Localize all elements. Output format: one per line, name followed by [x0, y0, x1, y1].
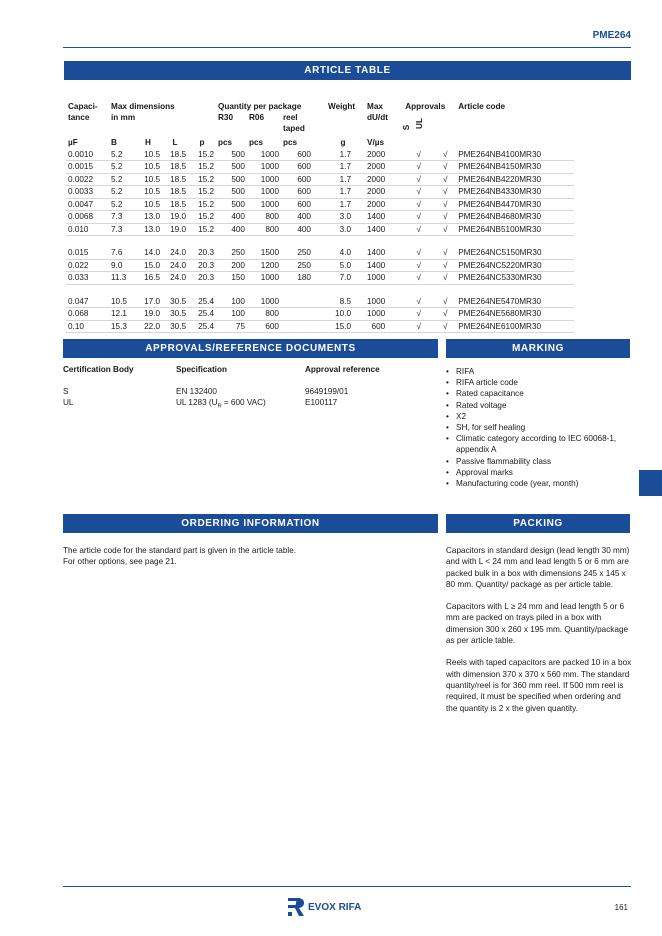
cell-b: 5.2: [109, 186, 134, 199]
cell-qty-r30: 100: [216, 308, 247, 321]
cell-article-code: PME264NB5100MR30: [456, 223, 574, 236]
cell-h: 15.0: [134, 259, 162, 272]
cell-p: 20.3: [188, 272, 216, 285]
cell-qty-r06: 1000: [247, 296, 281, 308]
cell-qty-r30: 75: [216, 320, 247, 333]
approvals-title: APPROVALS/REFERENCE DOCUMENTS: [63, 339, 438, 358]
header-quantity: Quantity per package R30 R06 reel taped: [218, 102, 305, 133]
cell-approval-ul: √: [434, 173, 456, 186]
cell-approval-s: √: [403, 186, 434, 199]
cell-approval-ul: √: [434, 223, 456, 236]
cell-article-code: PME264NC5150MR30: [456, 247, 574, 259]
cell-approval-ul: √: [434, 211, 456, 224]
cell-weight: 5.0: [321, 259, 365, 272]
cell-capacitance: 0.0022: [66, 173, 109, 186]
cell-qty-r06: 800: [247, 211, 281, 224]
cell-l: 18.5: [162, 186, 188, 199]
cell-article-code: PME264NE6100MR30: [456, 320, 574, 333]
cell-qty-r30: 150: [216, 272, 247, 285]
cell-capacitance: 0.068: [66, 308, 109, 321]
cell-capacitance: 0.033: [66, 272, 109, 285]
cell-qty-r06: 1000: [247, 173, 281, 186]
cell-qty-reel: 600: [281, 161, 321, 174]
cell-p: 15.2: [188, 173, 216, 186]
cell-approval-ul: √: [434, 161, 456, 174]
cell-h: 16.5: [134, 272, 162, 285]
cell-article-code: PME264NE5470MR30: [456, 296, 574, 308]
cell-approval-ul: √: [434, 296, 456, 308]
cell-qty-r30: 500: [216, 198, 247, 211]
cell-qty-r06: 600: [247, 320, 281, 333]
cell-approval-ul: √: [434, 149, 456, 161]
header-capacitance: Capaci- tance: [68, 102, 98, 122]
col-specification: Specification: [176, 365, 227, 374]
cell-article-code: PME264NC5330MR30: [456, 272, 574, 285]
cell-qty-r06: 1000: [247, 161, 281, 174]
approval-row-s-spec: EN 132400: [176, 387, 217, 396]
cell-weight: 8.5: [321, 296, 365, 308]
cell-b: 12.1: [109, 308, 134, 321]
cell-qty-r06: 1000: [247, 272, 281, 285]
approval-row-ul-spec: UL 1283 ($U_R = 600$ VAC): [176, 398, 266, 410]
group-spacer: [66, 284, 574, 296]
cell-capacitance: 0.015: [66, 247, 109, 259]
cell-capacitance: 0.010: [66, 223, 109, 236]
cell-approval-ul: √: [434, 247, 456, 259]
cell-approval-ul: √: [434, 186, 456, 199]
cell-b: 11.3: [109, 272, 134, 285]
cell-weight: 1.7: [321, 186, 365, 199]
header-rule: [63, 47, 631, 48]
cell-b: 9.0: [109, 259, 134, 272]
cell-approval-s: √: [403, 308, 434, 321]
cell-qty-r30: 500: [216, 161, 247, 174]
cell-article-code: PME264NB4150MR30: [456, 161, 574, 174]
cell-approval-s: √: [403, 223, 434, 236]
cell-article-code: PME264NB4100MR30: [456, 149, 574, 161]
cell-dudt: 1000: [365, 272, 403, 285]
cell-l: 18.5: [162, 149, 188, 161]
cell-p: 15.2: [188, 149, 216, 161]
article-table-title: ARTICLE TABLE: [64, 61, 631, 80]
cell-h: 10.5: [134, 161, 162, 174]
cell-approval-s: √: [403, 211, 434, 224]
group-spacer: [66, 236, 574, 248]
cell-qty-reel: 250: [281, 247, 321, 259]
approval-row-s-ref: 9649199/01: [305, 387, 349, 396]
cell-capacitance: 0.047: [66, 296, 109, 308]
cell-l: 18.5: [162, 173, 188, 186]
cell-l: 24.0: [162, 272, 188, 285]
cell-b: 5.2: [109, 198, 134, 211]
cell-weight: 3.0: [321, 211, 365, 224]
approval-row-ul-ref: E100117: [305, 398, 338, 407]
marking-item: • X2: [446, 411, 626, 422]
table-row: [66, 149, 574, 161]
packing-title: PACKING: [446, 514, 630, 533]
packing-paragraph-2: Capacitors with L ≥ 24 mm and lead length 5 or 6 mm are packed on trays piled in a box with dimension 300 x 260 x 195 mm. Quantity/package as per article table.: [446, 602, 629, 646]
cell-dudt: 1400: [365, 223, 403, 236]
cell-approval-ul: √: [434, 308, 456, 321]
header-dimensions: Max dimensions in mm: [111, 102, 175, 122]
cell-approval-s: √: [403, 320, 434, 333]
cell-qty-reel: 400: [281, 223, 321, 236]
cell-qty-r06: 800: [247, 223, 281, 236]
cell-article-code: PME264NB4220MR30: [456, 173, 574, 186]
table-row: [66, 161, 574, 174]
packing-paragraph-1: Capacitors in standard design (lead length 30 mm) and with L < 24 mm and lead length 5 or 6 mm are packed bulk in a box with dimensions 245 x 145 x 80 mm. Quantity/ package as per article table.: [446, 546, 630, 589]
cell-dudt: 600: [365, 320, 403, 333]
cell-dudt: 1400: [365, 259, 403, 272]
rifa-logo-icon: [288, 898, 304, 916]
cell-article-code: PME264NB4470MR30: [456, 198, 574, 211]
cell-h: 17.0: [134, 296, 162, 308]
article-table: [66, 101, 574, 333]
marking-item: • Manufacturing code (year, month): [446, 478, 626, 489]
cell-qty-reel: [281, 296, 321, 308]
cell-b: 5.2: [109, 149, 134, 161]
cell-approval-ul: √: [434, 320, 456, 333]
cell-h: 10.5: [134, 149, 162, 161]
marking-item: • RIFA: [446, 366, 626, 377]
marking-list: [446, 366, 626, 489]
col-cert-body: Certification Body: [63, 365, 134, 374]
cell-article-code: PME264NB4330MR30: [456, 186, 574, 199]
cell-p: 15.2: [188, 161, 216, 174]
marking-item: • Approval marks: [446, 467, 626, 478]
approval-row-ul-body: UL: [63, 398, 74, 407]
ordering-line-1: The article code for the standard part is given in the article table.: [63, 546, 297, 555]
table-row: [66, 320, 574, 333]
table-row: [66, 259, 574, 272]
marking-item: • SH, for self healing: [446, 422, 626, 433]
cell-dudt: 1400: [365, 211, 403, 224]
cell-p: 25.4: [188, 320, 216, 333]
cell-weight: 1.7: [321, 149, 365, 161]
cell-h: 13.0: [134, 211, 162, 224]
packing-text: [446, 545, 632, 714]
cell-qty-r30: 250: [216, 247, 247, 259]
cell-p: 25.4: [188, 308, 216, 321]
footer-rule: [63, 886, 631, 887]
cell-qty-reel: 600: [281, 173, 321, 186]
table-row: [66, 308, 574, 321]
cell-l: 18.5: [162, 198, 188, 211]
cell-qty-reel: 600: [281, 149, 321, 161]
cell-weight: 10.0: [321, 308, 365, 321]
cell-p: 25.4: [188, 296, 216, 308]
cell-b: 10.5: [109, 296, 134, 308]
table-row: [66, 272, 574, 285]
table-header-row: [66, 101, 574, 137]
cell-approval-s: √: [403, 149, 434, 161]
marking-item: • Rated capacitance: [446, 388, 626, 399]
cell-qty-reel: 600: [281, 186, 321, 199]
cell-p: 15.2: [188, 186, 216, 199]
cell-approval-s: √: [403, 272, 434, 285]
brand-name: EVOX RIFA: [308, 901, 362, 913]
cell-p: 15.2: [188, 198, 216, 211]
cell-l: 24.0: [162, 247, 188, 259]
cell-dudt: 2000: [365, 198, 403, 211]
section-side-tab: [639, 470, 662, 496]
cell-b: 7.3: [109, 211, 134, 224]
cell-dudt: 2000: [365, 149, 403, 161]
approval-row-s-body: S: [63, 387, 69, 396]
cell-h: 14.0: [134, 247, 162, 259]
cell-l: 19.0: [162, 223, 188, 236]
cell-p: 20.3: [188, 259, 216, 272]
cell-l: 19.0: [162, 211, 188, 224]
cell-approval-ul: √: [434, 259, 456, 272]
table-row: [66, 211, 574, 224]
cell-qty-r06: 1000: [247, 186, 281, 199]
document-code: PME264: [592, 30, 631, 41]
cell-weight: 3.0: [321, 223, 365, 236]
table-row: [66, 223, 574, 236]
cell-l: 30.5: [162, 320, 188, 333]
marking-item: • Passive flammability class: [446, 456, 626, 467]
cell-p: 15.2: [188, 223, 216, 236]
approval-s-label: S: [402, 124, 412, 131]
cell-dudt: 2000: [365, 186, 403, 199]
cell-dudt: 1000: [365, 308, 403, 321]
cell-dudt: 1400: [365, 247, 403, 259]
cell-h: 10.5: [134, 173, 162, 186]
cell-h: 10.5: [134, 186, 162, 199]
cell-weight: 7.0: [321, 272, 365, 285]
cell-capacitance: 0.0033: [66, 186, 109, 199]
cell-weight: 1.7: [321, 173, 365, 186]
cell-qty-reel: 180: [281, 272, 321, 285]
header-max-dudt: Max dU/dt: [367, 102, 388, 122]
cell-capacitance: 0.0068: [66, 211, 109, 224]
cell-approval-s: √: [403, 296, 434, 308]
cell-capacitance: 0.0015: [66, 161, 109, 174]
cell-qty-reel: 250: [281, 259, 321, 272]
cell-weight: 1.7: [321, 161, 365, 174]
packing-paragraph-3: Reels with taped capacitors are packed 10 in a box with dimension 370 x 370 x 560 mm. The standard quantity/reel is for 360 mm reel. If 500 mm reel is required, it must be specified when ordering and the quantity is 2 x the given quantity.: [446, 658, 632, 713]
cell-h: 22.0: [134, 320, 162, 333]
ordering-title: ORDERING INFORMATION: [63, 514, 438, 533]
cell-capacitance: 0.0047: [66, 198, 109, 211]
cell-capacitance: 0.10: [66, 320, 109, 333]
table-units-row: µF B H L p pcs pcs pcs g V/µs: [68, 138, 385, 147]
cell-article-code: PME264NE5680MR30: [456, 308, 574, 321]
cell-qty-reel: [281, 320, 321, 333]
cell-weight: 1.7: [321, 198, 365, 211]
cell-b: 7.6: [109, 247, 134, 259]
article-table-body: [66, 149, 574, 333]
cell-qty-r30: 500: [216, 173, 247, 186]
cell-approval-s: √: [403, 173, 434, 186]
cell-capacitance: 0.022: [66, 259, 109, 272]
cell-dudt: 2000: [365, 161, 403, 174]
cell-l: 18.5: [162, 161, 188, 174]
cell-qty-r06: 800: [247, 308, 281, 321]
cell-qty-r30: 200: [216, 259, 247, 272]
marking-item: • RIFA article code: [446, 377, 626, 388]
cell-b: 5.2: [109, 161, 134, 174]
cell-dudt: 1000: [365, 296, 403, 308]
cell-l: 24.0: [162, 259, 188, 272]
cell-l: 30.5: [162, 296, 188, 308]
cell-qty-r06: 1500: [247, 247, 281, 259]
cell-qty-r30: 400: [216, 223, 247, 236]
header-article-code: Article code: [458, 102, 506, 111]
marking-item: • Rated voltage: [446, 400, 626, 411]
cell-approval-s: √: [403, 247, 434, 259]
header-approvals: Approvals S UL: [402, 102, 446, 131]
cell-weight: 4.0: [321, 247, 365, 259]
cell-qty-r30: 500: [216, 149, 247, 161]
cell-l: 30.5: [162, 308, 188, 321]
cell-dudt: 2000: [365, 173, 403, 186]
table-row: [66, 198, 574, 211]
marking-title: MARKING: [446, 339, 630, 358]
table-row: [66, 296, 574, 308]
page-number: 161: [614, 903, 628, 912]
cell-qty-r06: 1000: [247, 149, 281, 161]
ordering-line-2: For other options, see page 21.: [63, 557, 177, 567]
cell-h: 19.0: [134, 308, 162, 321]
cell-h: 13.0: [134, 223, 162, 236]
col-approval-reference: Approval reference: [305, 365, 380, 374]
table-row: [66, 247, 574, 259]
cell-approval-s: √: [403, 259, 434, 272]
cell-qty-r30: 500: [216, 186, 247, 199]
marking-item: • Climatic category according to IEC 60068-1, appendix A: [446, 433, 626, 455]
cell-approval-s: √: [403, 161, 434, 174]
cell-qty-reel: 600: [281, 198, 321, 211]
cell-weight: 15.0: [321, 320, 365, 333]
ordering-text: [63, 545, 433, 568]
cell-qty-r30: 100: [216, 296, 247, 308]
cell-article-code: PME264NB4680MR30: [456, 211, 574, 224]
cell-approval-ul: √: [434, 272, 456, 285]
table-row: [66, 186, 574, 199]
cell-p: 20.3: [188, 247, 216, 259]
cell-h: 10.5: [134, 198, 162, 211]
cell-b: 7.3: [109, 223, 134, 236]
cell-p: 15.2: [188, 211, 216, 224]
cell-qty-r30: 400: [216, 211, 247, 224]
table-row: [66, 173, 574, 186]
header-weight: Weight: [328, 102, 356, 111]
cell-qty-reel: 400: [281, 211, 321, 224]
cell-capacitance: 0.0010: [66, 149, 109, 161]
brand-logo: [288, 898, 361, 916]
cell-qty-reel: [281, 308, 321, 321]
cell-qty-r06: 1200: [247, 259, 281, 272]
cell-qty-r06: 1000: [247, 198, 281, 211]
cell-approval-s: √: [403, 198, 434, 211]
cell-b: 15.3: [109, 320, 134, 333]
cell-b: 5.2: [109, 173, 134, 186]
cell-approval-ul: √: [434, 198, 456, 211]
cell-article-code: PME264NC5220MR30: [456, 259, 574, 272]
approval-ul-label: UL: [415, 118, 425, 129]
